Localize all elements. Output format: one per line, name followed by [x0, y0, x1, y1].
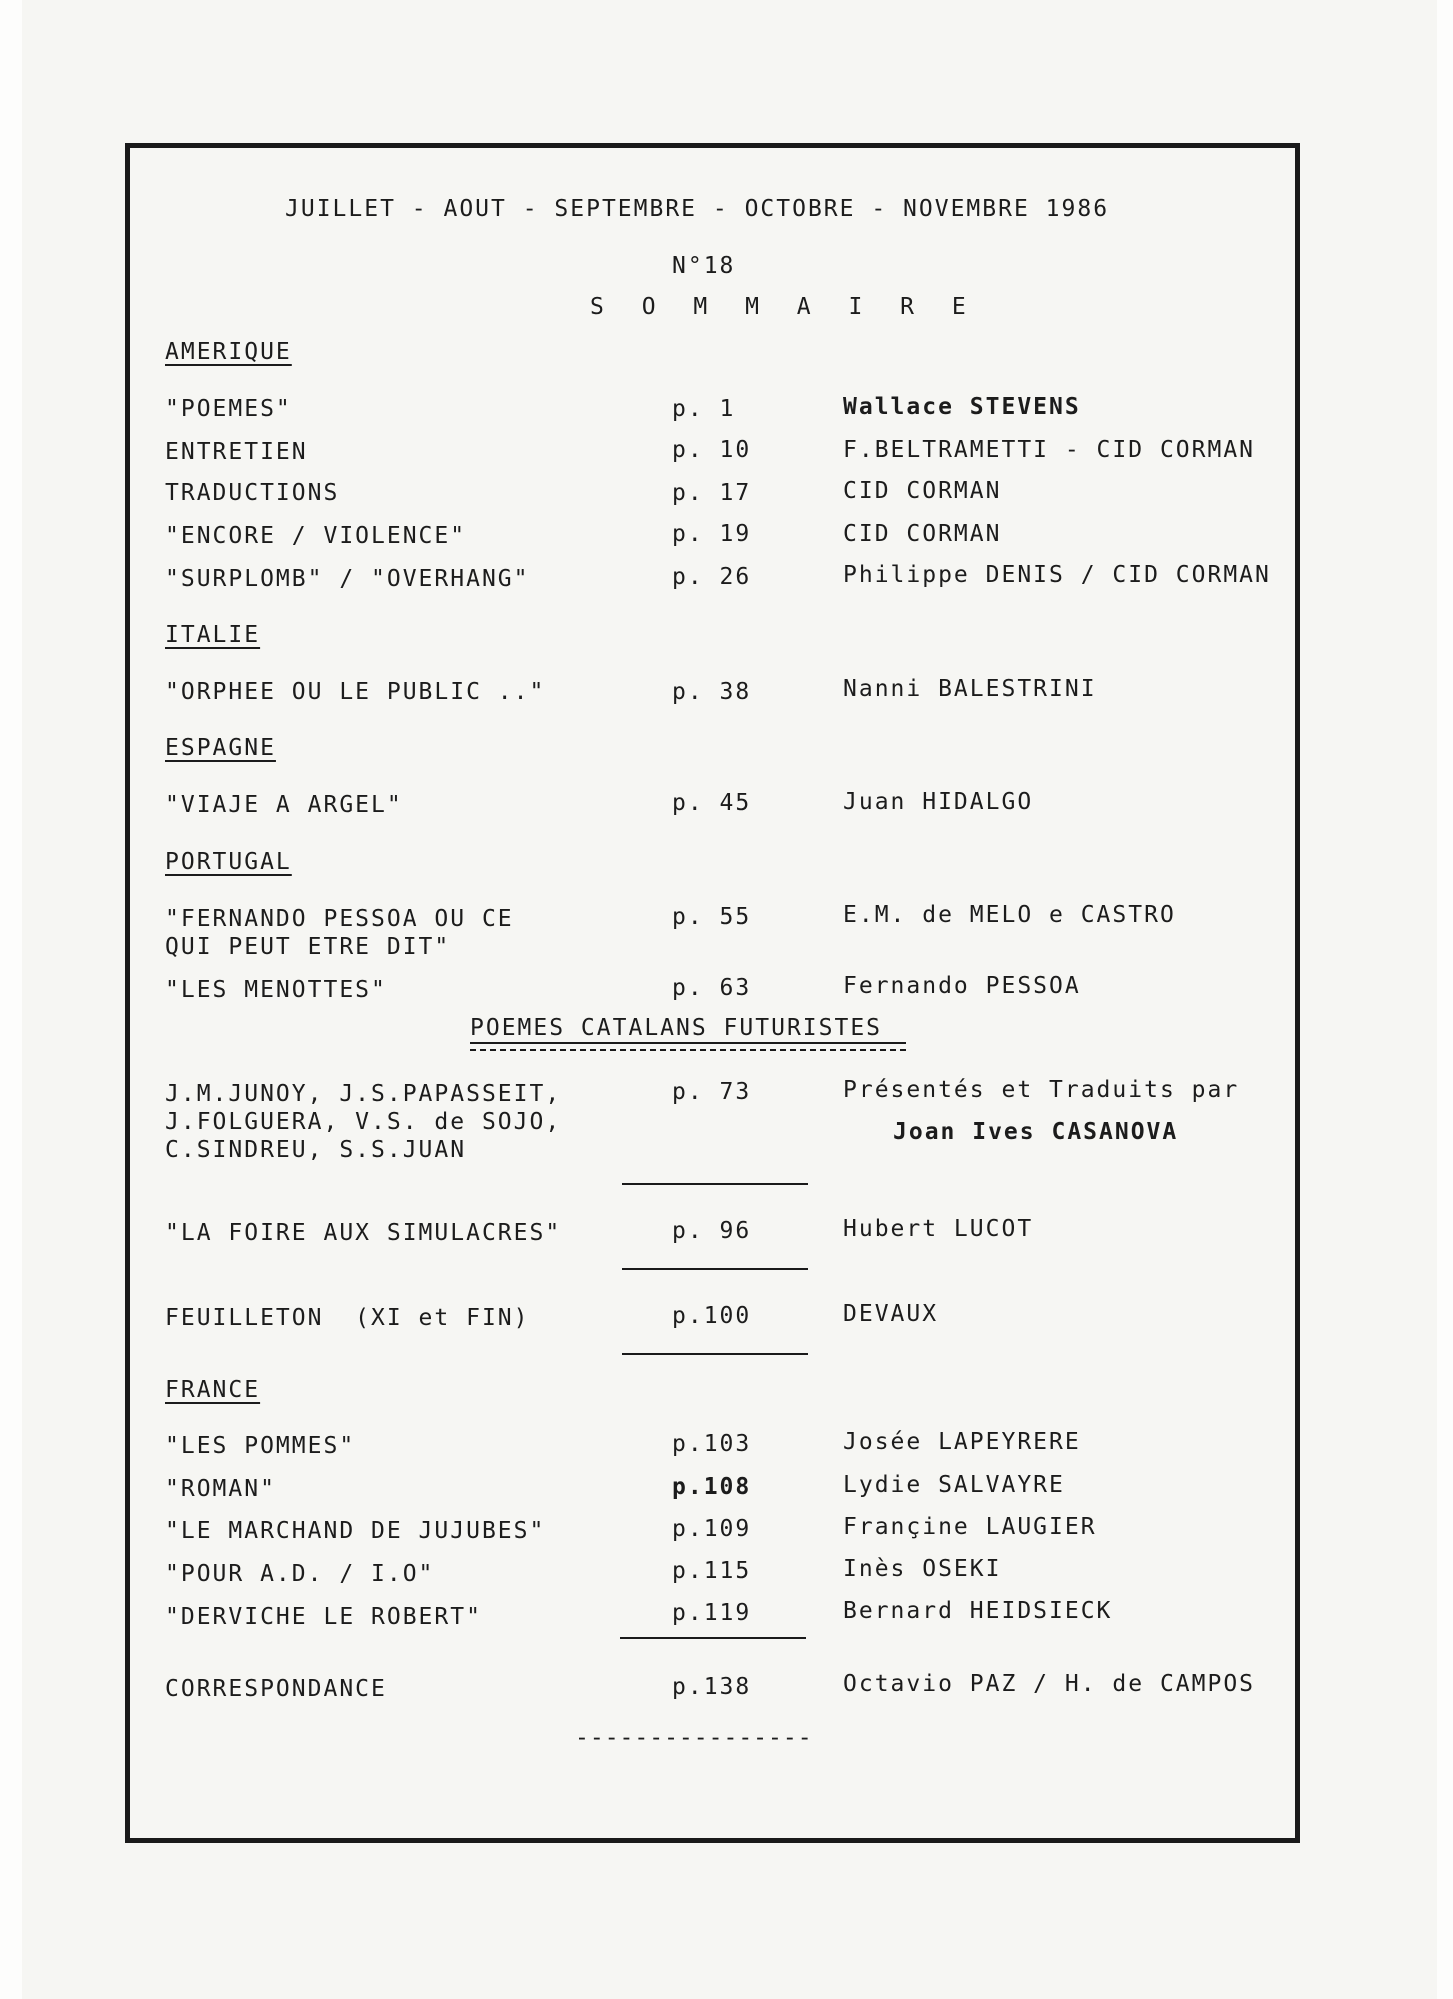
entry-page: p. 17 — [672, 480, 752, 506]
entry-page: p. 38 — [672, 679, 752, 705]
entry-title: TRADUCTIONS — [165, 480, 340, 506]
entry-page: p.109 — [672, 1516, 752, 1542]
entry-title: "POUR A.D. / I.O" — [165, 1561, 435, 1587]
entry-page: p. 26 — [672, 564, 752, 590]
entry-title: "ORPHEE OU LE PUBLIC .." — [165, 679, 546, 705]
entry-title: "VIAJE A ARGEL" — [165, 792, 403, 818]
entry-author: Juan HIDALGO — [843, 789, 1034, 815]
section-heading-amerique: AMERIQUE — [165, 339, 292, 365]
section-heading-espagne: ESPAGNE — [165, 735, 276, 761]
entry-page: p.115 — [672, 1558, 752, 1584]
entry-title: "LA FOIRE AUX SIMULACRES" — [165, 1220, 562, 1246]
issue-number: N°18 — [672, 253, 736, 279]
entry-author: Josée LAPEYRERE — [843, 1429, 1081, 1455]
heading-underline — [470, 1042, 906, 1044]
heading-dashed-underline — [470, 1049, 906, 1051]
entry-author: E.M. de MELO e CASTRO — [843, 902, 1176, 928]
entry-title-continued: J.FOLGUERA, V.S. de SOJO, — [165, 1109, 562, 1135]
page-title: S O M M A I R E — [590, 294, 978, 320]
section-heading-italie: ITALIE — [165, 622, 261, 648]
entry-author: Nanni BALESTRINI — [843, 676, 1097, 702]
entry-title: FEUILLETON (XI et FIN) — [165, 1305, 530, 1331]
entry-author: Fernando PESSOA — [843, 973, 1081, 999]
entry-title-continued: QUI PEUT ETRE DIT" — [165, 934, 451, 960]
entry-title: "SURPLOMB" / "OVERHANG" — [165, 566, 530, 592]
entry-author: DEVAUX — [843, 1301, 939, 1327]
entry-page: p.103 — [672, 1431, 752, 1457]
entry-author: Inès OSEKI — [843, 1556, 1002, 1582]
entry-title-continued: C.SINDREU, S.S.JUAN — [165, 1137, 467, 1163]
entry-title: "ENCORE / VIOLENCE" — [165, 523, 467, 549]
entry-page: p. 63 — [672, 975, 752, 1001]
entry-page: p. 10 — [672, 437, 752, 463]
entry-title: "POEMES" — [165, 396, 292, 422]
entry-author: Bernard HEIDSIECK — [843, 1598, 1113, 1624]
entry-page: p.119 — [672, 1600, 752, 1626]
entry-author: Hubert LUCOT — [843, 1216, 1034, 1242]
entry-title: J.M.JUNOY, J.S.PAPASSEIT, — [165, 1081, 562, 1107]
entry-page: p.138 — [672, 1674, 752, 1700]
entry-page: p. 19 — [672, 521, 752, 547]
entry-title: "LES MENOTTES" — [165, 977, 387, 1003]
separator-rule — [620, 1637, 806, 1639]
separator-rule — [622, 1268, 808, 1270]
section-heading-france: FRANCE — [165, 1377, 261, 1403]
entry-title: "LES POMMES" — [165, 1433, 356, 1459]
entry-author: Octavio PAZ / H. de CAMPOS — [843, 1671, 1256, 1697]
entry-author-continued: Joan Ives CASANOVA — [893, 1119, 1179, 1145]
entry-page: p. 96 — [672, 1218, 752, 1244]
entry-author: Wallace STEVENS — [843, 394, 1081, 420]
separator-rule — [622, 1353, 808, 1355]
date-line: JUILLET - AOUT - SEPTEMBRE - OCTOBRE - NOVEMBRE 1986 — [285, 196, 1110, 222]
entry-page: p.100 — [672, 1303, 752, 1329]
entry-author: CID CORMAN — [843, 521, 1002, 547]
entry-title: "LE MARCHAND DE JUJUBES" — [165, 1518, 546, 1544]
entry-page: p. 73 — [672, 1079, 752, 1105]
entry-title: ENTRETIEN — [165, 439, 308, 465]
entry-page: p. 55 — [672, 904, 752, 930]
entry-title: "ROMAN" — [165, 1476, 276, 1502]
entry-title: "DERVICHE LE ROBERT" — [165, 1604, 482, 1630]
separator-rule — [622, 1183, 808, 1185]
entry-page: p. 45 — [672, 790, 752, 816]
entry-page: p. 1 — [672, 396, 736, 422]
entry-author: F.BELTRAMETTI - CID CORMAN — [843, 437, 1256, 463]
entry-author: Lydie SALVAYRE — [843, 1472, 1065, 1498]
entry-author: Françine LAUGIER — [843, 1514, 1097, 1540]
entry-author: Présentés et Traduits par — [843, 1077, 1240, 1103]
entry-page: p.108 — [672, 1474, 752, 1500]
entry-author: Philippe DENIS / CID CORMAN — [843, 562, 1271, 588]
section-heading-catalans: POEMES CATALANS FUTURISTES — [470, 1015, 883, 1041]
entry-title: CORRESPONDANCE — [165, 1676, 387, 1702]
closing-dashes: ---------------- — [575, 1725, 813, 1751]
entry-author: CID CORMAN — [843, 478, 1002, 504]
entry-title: "FERNANDO PESSOA OU CE — [165, 906, 514, 932]
section-heading-portugal: PORTUGAL — [165, 849, 292, 875]
